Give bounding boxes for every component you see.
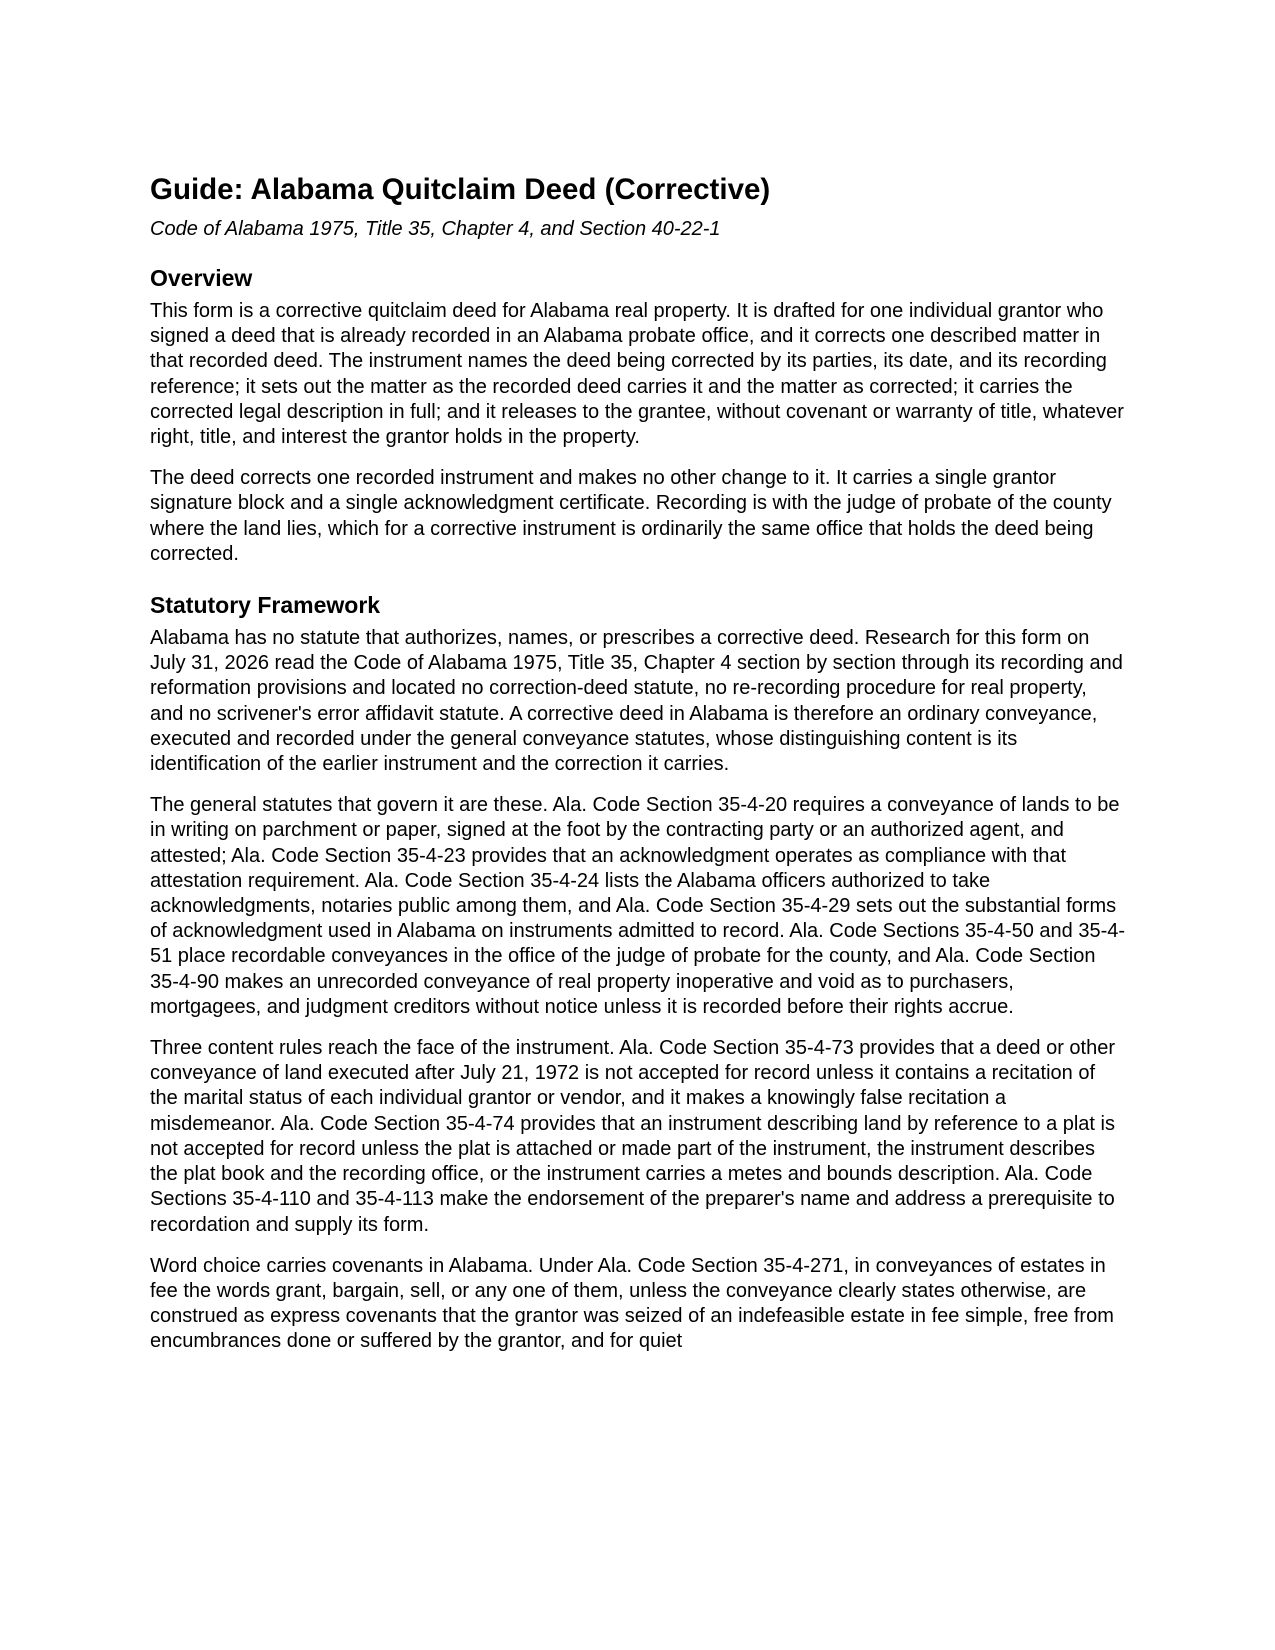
- paragraph: Alabama has no statute that authorizes, names, or prescribes a corrective deed. Research for this form on July 31, 2026 read the Code of Alabama 1975, Title 35, Chapter 4 section by section through its recording and reformation provisions and located no correction-deed statute, no re-recording procedure for real property, and no scrivener's error affidavit statute. A corrective deed in Alabama is therefore an ordinary conveyance, executed and recorded under the general conveyance statutes, whose distinguishing content is its identification of the earlier instrument and the correction it carries.: [150, 627, 1123, 776]
- paragraph: The general statutes that govern it are these. Ala. Code Section 35-4-20 requires a conveyance of lands to be in writing on parchment or paper, signed at the foot by the contracting party or an authorized agent, and attested; Ala. Code Section 35-4-23 provides that an acknowledgment operates as compliance with that attestation requirement. Ala. Code Section 35-4-24 lists the Alabama officers authorized to take acknowledgments, notaries public among them, and Ala. Code Section 35-4-29 sets out the substantial forms of acknowledgment used in Alabama on instruments admitted to record. Ala. Code Sections 35-4-50 and 35-4-51 place recordable conveyances in the office of the judge of probate for the county, and Ala. Code Section 35-4-90 makes an unrecorded conveyance of real property inoperative and void as to purchasers, mortgagees, and judgment creditors without notice unless it is recorded before their rights accrue.: [150, 794, 1126, 1018]
- section-overview: [150, 264, 1125, 567]
- document-title: Guide: Alabama Quitclaim Deed (Corrective): [150, 173, 771, 206]
- document-subtitle: Code of Alabama 1975, Title 35, Chapter 4, and Section 40-22-1: [150, 218, 721, 240]
- section-statutory-framework: [150, 591, 1125, 1354]
- paragraph: The deed corrects one recorded instrument and makes no other change to it. It carries a single grantor signature block and a single acknowledgment certificate. Recording is with the judge of probate of the county where the land lies, which for a corrective instrument is ordinarily the same office that holds the deed being corrected.: [150, 467, 1112, 565]
- section-heading: Statutory Framework: [150, 592, 381, 619]
- paragraph: Three content rules reach the face of the instrument. Ala. Code Section 35-4-73 provides that a deed or other conveyance of land executed after July 21, 1972 is not accepted for record unless it contains a recitation of the marital status of each individual grantor or vendor, and it makes a knowingly false recitation a misdemeanor. Ala. Code Section 35-4-74 provides that an instrument describing land by reference to a plat is not accepted for record unless the plat is attached or made part of the instrument, the instrument describes the plat book and the recording office, or the instrument carries a metes and bounds description. Ala. Code Sections 35-4-110 and 35-4-113 make the endorsement of the preparer's name and address a prerequisite to recordation and supply its form.: [150, 1037, 1116, 1236]
- section-heading: Overview: [150, 265, 253, 291]
- paragraph: This form is a corrective quitclaim deed for Alabama real property. It is drafted for one individual grantor who signed a deed that is already recorded in an Alabama probate office, and it corrects one described matter in that recorded deed. The instrument names the deed being corrected by its parties, its date, and its recording reference; it sets out the matter as the recorded deed carries it and the matter as corrected; it carries the corrected legal description in full; and it releases to the grantee, without covenant or warranty of title, whatever right, title, and interest the grantor holds in the property.: [150, 300, 1124, 449]
- paragraph: Word choice carries covenants in Alabama. Under Ala. Code Section 35-4-271, in conveyances of estates in fee the words grant, bargain, sell, or any one of them, unless the conveyance clearly states otherwise, are construed as express covenants that the grantor was seized of an indefeasible estate in fee simple, free from encumbrances done or suffered by the grantor, and for quiet: [150, 1254, 1114, 1353]
- document-page: [150, 172, 1125, 1371]
